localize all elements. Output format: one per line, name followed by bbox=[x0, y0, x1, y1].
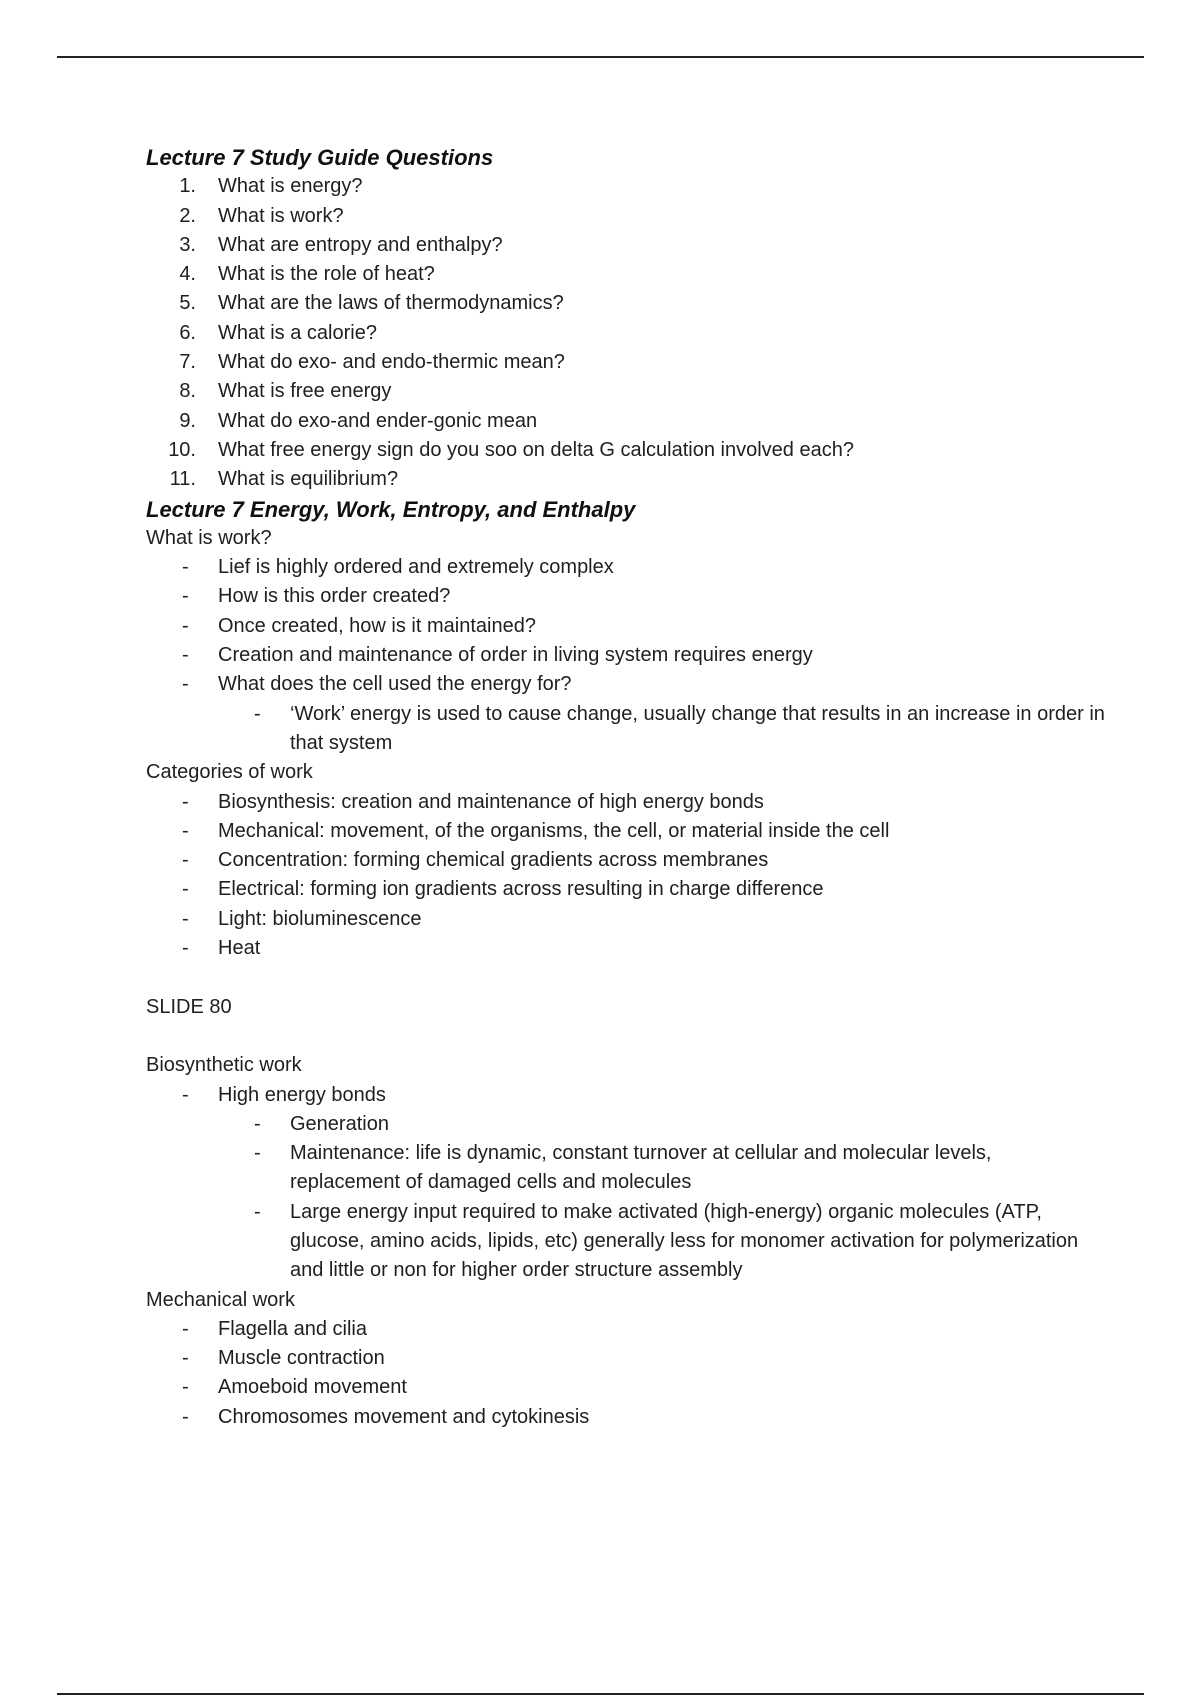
list-item: - Large energy input required to make activated (high-energy) organic molecules (ATP, glucose, amino acids, lipids, etc) generally less for monomer activation for polymerization and little or non for higher order structure assembly bbox=[218, 1198, 1106, 1286]
list-item: - Electrical: forming ion gradients across resulting in charge difference bbox=[146, 875, 1106, 904]
list-item-text: What does the cell used the energy for? bbox=[218, 673, 572, 696]
list-item: 3. What are entropy and enthalpy? bbox=[179, 233, 503, 256]
list-item: - Concentration: forming chemical gradients across membranes bbox=[146, 846, 1106, 875]
list-item: - Flagella and cilia bbox=[146, 1315, 1106, 1344]
list-item: - Maintenance: life is dynamic, constant turnover at cellular and molecular levels, replacement of damaged cells and molecules bbox=[218, 1139, 1106, 1198]
list-item: - Once created, how is it maintained? bbox=[146, 612, 1106, 641]
list-item: - Amoeboid movement bbox=[146, 1373, 1106, 1402]
biosynthetic-sub-bullets bbox=[218, 1110, 1106, 1286]
list-item: - How is this order created? bbox=[146, 582, 1106, 611]
work-bullets bbox=[146, 553, 1106, 758]
study-guide-title: Lecture 7 Study Guide Questions bbox=[146, 145, 494, 170]
work-sub-bullets bbox=[218, 700, 1106, 759]
list-item: - Biosynthesis: creation and maintenance of high energy bonds bbox=[146, 788, 1106, 817]
list-item: 9. What do exo-and ender-gonic mean bbox=[179, 409, 538, 432]
bottom-page-rule bbox=[57, 1693, 1144, 1695]
list-item: - Creation and maintenance of order in living system requires energy bbox=[146, 641, 1106, 670]
lecture-title: Lecture 7 Energy, Work, Entropy, and Enthalpy bbox=[146, 496, 636, 522]
list-item: 11. What is equilibrium? bbox=[169, 468, 399, 491]
list-item: 6. What is a calorie? bbox=[179, 321, 377, 344]
list-item: 5. What are the laws of thermodynamics? bbox=[179, 292, 564, 315]
work-heading: What is work? bbox=[146, 526, 272, 549]
mechanical-list bbox=[146, 1315, 1106, 1432]
mechanical-heading: Mechanical work bbox=[146, 1288, 295, 1311]
categories-list bbox=[146, 788, 1106, 964]
list-item: - Mechanical: movement, of the organisms, the cell, or material inside the cell bbox=[146, 817, 1106, 846]
document-body bbox=[146, 143, 1106, 1432]
list-item bbox=[146, 670, 1106, 758]
list-item: - ‘Work’ energy is used to cause change, usually change that results in an increase in order in that system bbox=[218, 700, 1106, 759]
list-item: - Light: bioluminescence bbox=[146, 905, 1106, 934]
list-item: - Lief is highly ordered and extremely complex bbox=[146, 553, 1106, 582]
list-item: - Heat bbox=[146, 934, 1106, 963]
list-item: - Generation bbox=[218, 1110, 1106, 1139]
blank-line bbox=[146, 963, 1106, 992]
list-item: - Chromosomes movement and cytokinesis bbox=[146, 1403, 1106, 1432]
list-item-text: High energy bonds bbox=[218, 1083, 386, 1106]
list-item bbox=[146, 1081, 1106, 1286]
blank-line bbox=[146, 1022, 1106, 1051]
slide-label: SLIDE 80 bbox=[146, 995, 232, 1018]
top-page-rule bbox=[57, 56, 1144, 58]
list-item: 1. What is energy? bbox=[179, 175, 363, 198]
list-item: 2. What is work? bbox=[179, 204, 344, 227]
list-item: - Muscle contraction bbox=[146, 1344, 1106, 1373]
list-item: 7. What do exo- and endo-thermic mean? bbox=[179, 351, 565, 374]
list-item: 10. What free energy sign do you soo on delta G calculation involved each? bbox=[168, 438, 854, 461]
biosynthetic-bullets bbox=[146, 1081, 1106, 1286]
study-guide-questions bbox=[146, 172, 1106, 494]
list-item: 4. What is the role of heat? bbox=[179, 263, 435, 286]
biosynthetic-heading: Biosynthetic work bbox=[146, 1054, 302, 1077]
categories-heading: Categories of work bbox=[146, 761, 313, 784]
list-item: 8. What is free energy bbox=[179, 380, 392, 403]
